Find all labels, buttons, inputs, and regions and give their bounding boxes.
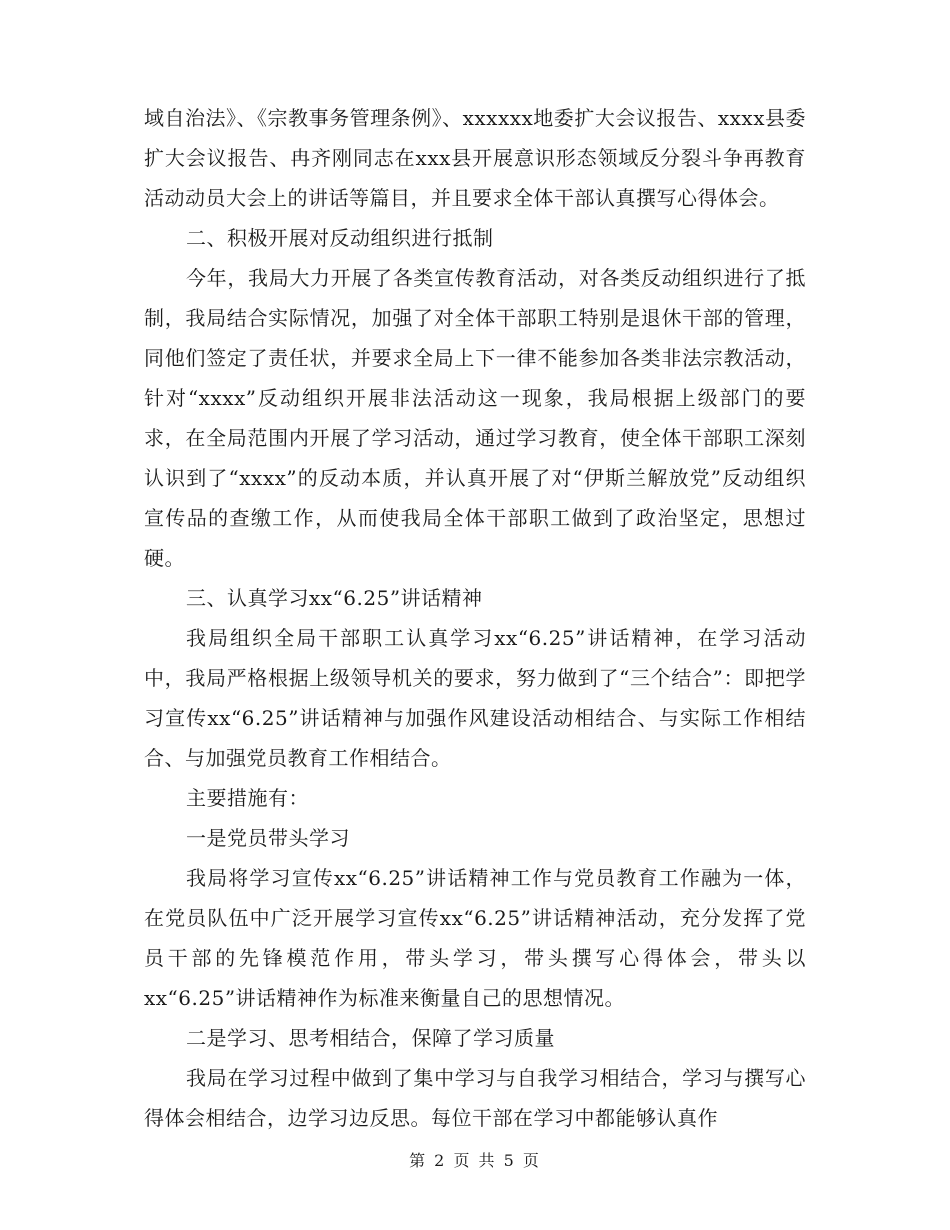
measure-1-heading: 一是党员带头学习 <box>186 826 350 850</box>
paragraph-measure-1: 我局将学习宣传xx“6.25”讲话精神工作与党员教育工作融为一体，在党员队伍中广泛开展学习宣传xx“6.25”讲话精神活动，充分发挥了党员干部的先锋模范作用，带头学习，带头撰写心得体会，带头以xx“6.25”讲话精神作为标准来衡量自己的思想情况。 <box>144 866 806 1010</box>
paragraph-section-2: 今年，我局大力开展了各类宣传教育活动，对各类反动组织进行了抵制，我局结合实际情况，加强了对全体干部职工特别是退休干部的管理，同他们签定了责任状，并要求全局上下一律不能参加各类非法宗教活动，针对“xxxx”反动组织开展非法活动这一现象，我局根据上级部门的要求，在全局范围内开展了学习活动，通过学习教育，使全体干部职工深刻认识到了“xxxx”的反动本质，并认真开展了对“伊斯兰解放党”反动组织宣传品的查缴工作，从而使我局全体干部职工做到了政治坚定，思想过硬。 <box>144 266 806 570</box>
paragraph-continuation: 域自治法》、《宗教事务管理条例》、xxxxxx地委扩大会议报告、xxxx县委扩大会议报告、冉齐刚同志在xxx县开展意识形态领域反分裂斗争再教育活动动员大会上的讲话等篇目，并且要求全体干部认真撰写心得体会。 <box>144 106 806 210</box>
section-heading-2: 二、积极开展对反动组织进行抵制 <box>186 226 494 250</box>
paragraph-section-3: 我局组织全局干部职工认真学习xx“6.25”讲话精神，在学习活动中，我局严格根据上级领导机关的要求，努力做到了“三个结合”：即把学习宣传xx“6.25”讲话精神与加强作风建设活动相结合、与实际工作相结合、与加强党员教育工作相结合。 <box>144 626 806 770</box>
page-number-footer: 第 2 页 共 5 页 <box>409 1151 541 1170</box>
document-body <box>144 98 806 1138</box>
measures-heading: 主要措施有： <box>186 786 309 810</box>
measure-2-heading: 二是学习、思考相结合，保障了学习质量 <box>186 1026 555 1050</box>
paragraph-measure-2: 我局在学习过程中做到了集中学习与自我学习相结合，学习与撰写心得体会相结合，边学习边反思。每位干部在学习中都能够认真作 <box>144 1066 806 1130</box>
section-heading-3: 三、认真学习xx“6.25”讲话精神 <box>186 586 483 610</box>
